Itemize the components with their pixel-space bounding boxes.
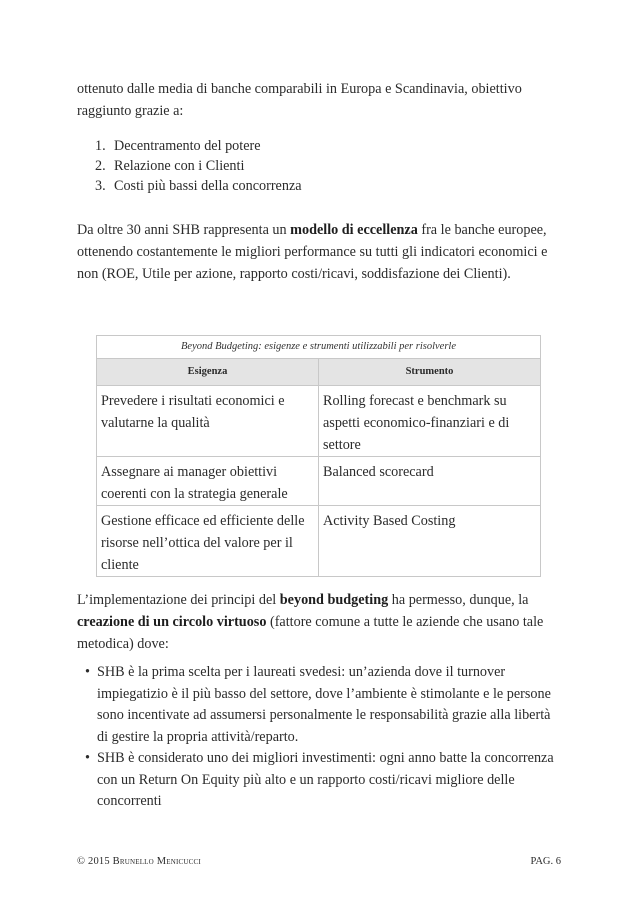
bold-text: creazione di un circolo virtuoso xyxy=(77,614,267,630)
list-number: 2. xyxy=(95,158,106,174)
text-run: fra le banche europee, ottenendo costantemente le migliori performance su tutti gli indicatori economici e non (ROE, Utile per azione, rapporto costi/ricavi, soddisfazione dei Clienti). xyxy=(77,222,548,282)
list-item xyxy=(77,176,302,196)
table-cell: Rolling forecast e benchmark su aspetti economico-finanziari e di settore xyxy=(319,386,541,457)
list-text: Costi più bassi della concorrenza xyxy=(114,178,302,194)
bullet-icon: • xyxy=(85,664,90,680)
table-row xyxy=(97,386,541,457)
list-text: SHB è considerato uno dei migliori investimenti: ogni anno batte la concorrenza con un Return On Equity più alto e un rapporto costi/ricavi migliore delle concorrenti xyxy=(97,750,554,809)
needs-tools-table xyxy=(96,335,541,577)
list-item xyxy=(85,748,565,813)
page-number: PAG. 6 xyxy=(530,856,561,867)
list-number: 3. xyxy=(95,178,106,194)
list-text: Decentramento del potere xyxy=(114,138,261,154)
list-item xyxy=(85,662,565,748)
bold-text: beyond budgeting xyxy=(279,592,389,608)
copyright-year: © 2015 xyxy=(77,856,110,867)
text-run: Da oltre 30 anni SHB rappresenta un xyxy=(77,222,291,238)
table-cell: Activity Based Costing xyxy=(319,506,541,577)
footer-copyright xyxy=(77,856,201,867)
column-header-esigenza: Esigenza xyxy=(97,359,319,386)
intro-paragraph: ottenuto dalle media di banche comparabili in Europa e Scandinavia, obiettivo raggiunto grazie a: xyxy=(77,81,522,119)
numbered-list xyxy=(77,136,302,196)
column-header-strumento: Strumento xyxy=(319,359,541,386)
excellence-paragraph xyxy=(77,219,567,285)
list-item xyxy=(77,136,302,156)
text-run: ha permesso, dunque, la xyxy=(388,592,529,608)
text-run: L’implementazione dei principi del xyxy=(77,592,280,608)
list-number: 1. xyxy=(95,138,106,154)
table-row xyxy=(97,457,541,506)
list-text: Relazione con i Clienti xyxy=(114,158,245,174)
list-item xyxy=(77,156,302,176)
table-cell: Balanced scorecard xyxy=(319,457,541,506)
circle-paragraph xyxy=(77,589,567,655)
bold-text: modello di eccellenza xyxy=(290,222,418,238)
text-run: (fattore comune a tutte le aziende che usano tale metodica) dove: xyxy=(77,614,544,652)
table-caption: Beyond Budgeting: esigenze e strumenti utilizzabili per risolverle xyxy=(97,336,541,359)
table-row xyxy=(97,506,541,577)
table-cell: Assegnare ai manager obiettivi coerenti con la strategia generale xyxy=(97,457,319,506)
table-cell: Gestione efficace ed efficiente delle risorse nell’ottica del valore per il cliente xyxy=(97,506,319,577)
bullet-list xyxy=(85,662,565,813)
list-text: SHB è la prima scelta per i laureati svedesi: un’azienda dove il turnover impiegatizio è il più basso del settore, dove l’ambiente è stimolante e le persone sono incentivate ad assumersi personalmente le responsabilità grazie alla libertà di gestire la propria attività/reparto. xyxy=(97,664,551,745)
bullet-icon: • xyxy=(85,750,90,766)
author-name: Brunello Menicucci xyxy=(112,856,201,867)
table-cell: Prevedere i risultati economici e valutarne la qualità xyxy=(97,386,319,457)
